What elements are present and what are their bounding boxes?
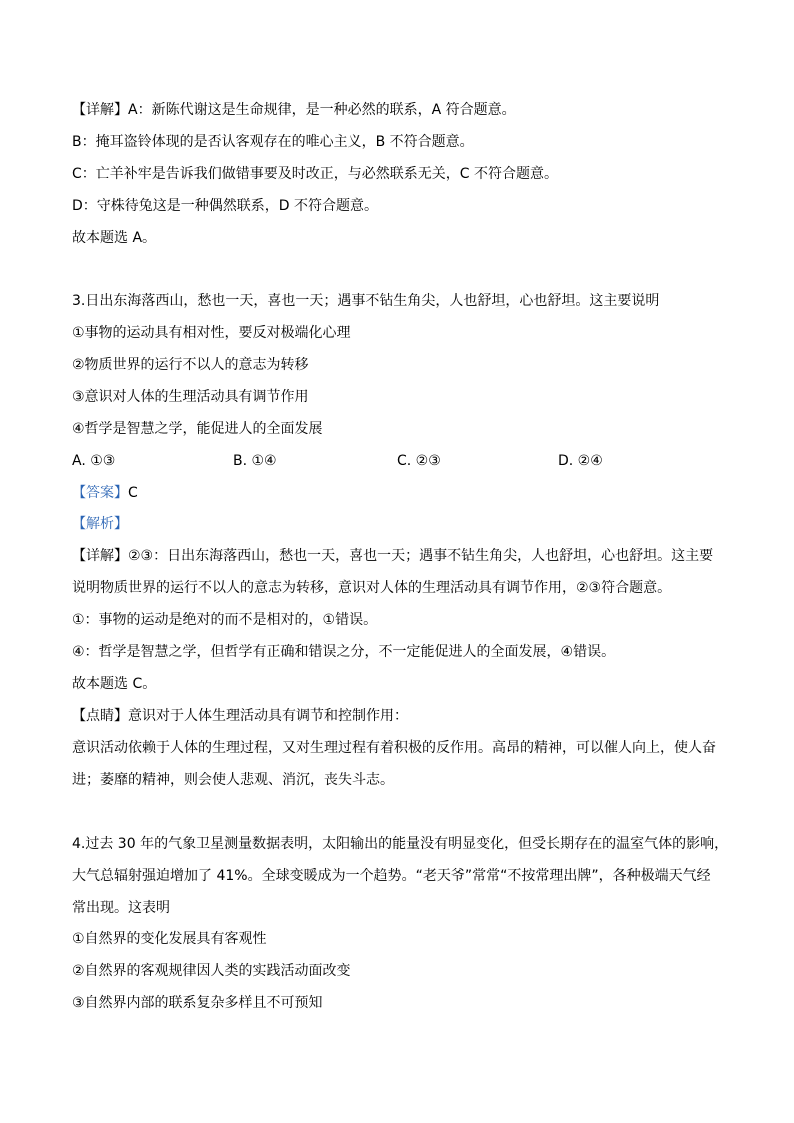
q3-option-d: D. ②④ xyxy=(558,453,603,469)
q4-stem-3: 常出现。这表明 xyxy=(72,900,170,916)
q4-stem-1: 4.过去 30 年的气象卫星测量数据表明，太阳输出的能量没有明显变化，但受长期存在的温室气体的影响， xyxy=(72,836,729,852)
analysis-tag: 【解析】 xyxy=(72,516,128,532)
q3-detail-1: 【详解】②③：日出东海落西山，愁也一天，喜也一天；遇事不钻生角尖，人也舒坦，心也舒坦。这主要 xyxy=(72,548,714,564)
q3-tip-3: 进；萎靡的精神，则会使人悲观、消沉，丧失斗志。 xyxy=(72,772,394,788)
answer-tag: 【答案】 xyxy=(72,485,128,501)
q3-item-4: ④哲学是智慧之学，能促进人的全面发展 xyxy=(72,421,323,437)
detail-c: C：亡羊补牢是告诉我们做错事要及时改正，与必然联系无关，C 不符合题意。 xyxy=(72,166,558,182)
q3-answer xyxy=(72,483,138,503)
q3-item-1: ①事物的运动具有相对性，要反对极端化心理 xyxy=(72,325,351,341)
q3-option-b: B. ①④ xyxy=(233,453,277,469)
q3-tip-2: 意识活动依赖于人体的生理过程，又对生理过程有着积极的反作用。高昂的精神，可以催人向上，使人奋 xyxy=(72,740,716,756)
q3-stem: 3.日出东海落西山，愁也一天，喜也一天；遇事不钻生角尖，人也舒坦，心也舒坦。这主要说明 xyxy=(72,293,660,309)
q3-detail-3: ①：事物的运动是绝对的而不是相对的，①错误。 xyxy=(72,612,378,628)
q4-item-3: ③自然界内部的联系复杂多样且不可预知 xyxy=(72,995,323,1011)
q3-item-3: ③意识对人体的生理活动具有调节作用 xyxy=(72,389,309,405)
detail-a: 【详解】A：新陈代谢这是生命规律，是一种必然的联系，A 符合题意。 xyxy=(72,102,516,118)
detail-b: B：掩耳盗铃体现的是否认客观存在的唯心主义，B 不符合题意。 xyxy=(72,134,474,150)
answer-value: C xyxy=(128,485,138,501)
q3-conclusion: 故本题选 C。 xyxy=(72,676,157,692)
q4-stem-2: 大气总辐射强迫增加了 41%。全球变暖成为一个趋势。“老天爷”常常“不按常理出牌”，各种极端天气经 xyxy=(72,868,711,884)
q3-detail-2: 说明物质世界的运行不以人的意志为转移，意识对人体的生理活动具有调节作用，②③符合题意。 xyxy=(72,580,672,596)
q3-option-c: C. ②③ xyxy=(397,453,441,469)
q3-option-a: A. ①③ xyxy=(72,453,116,469)
detail-d: D：守株待兔这是一种偶然联系，D 不符合题意。 xyxy=(72,198,379,214)
q4-item-2: ②自然界的客观规律因人类的实践活动面改变 xyxy=(72,963,351,979)
q4-item-1: ①自然界的变化发展具有客观性 xyxy=(72,931,267,947)
q3-tip-1: 【点睛】意识对于人体生理活动具有调节和控制作用： xyxy=(72,708,408,724)
q3-detail-4: ④：哲学是智慧之学，但哲学有正确和错误之分，不一定能促进人的全面发展，④错误。 xyxy=(72,644,616,660)
q3-item-2: ②物质世界的运行不以人的意志为转移 xyxy=(72,357,309,373)
detail-conclusion: 故本题选 A。 xyxy=(72,230,157,246)
